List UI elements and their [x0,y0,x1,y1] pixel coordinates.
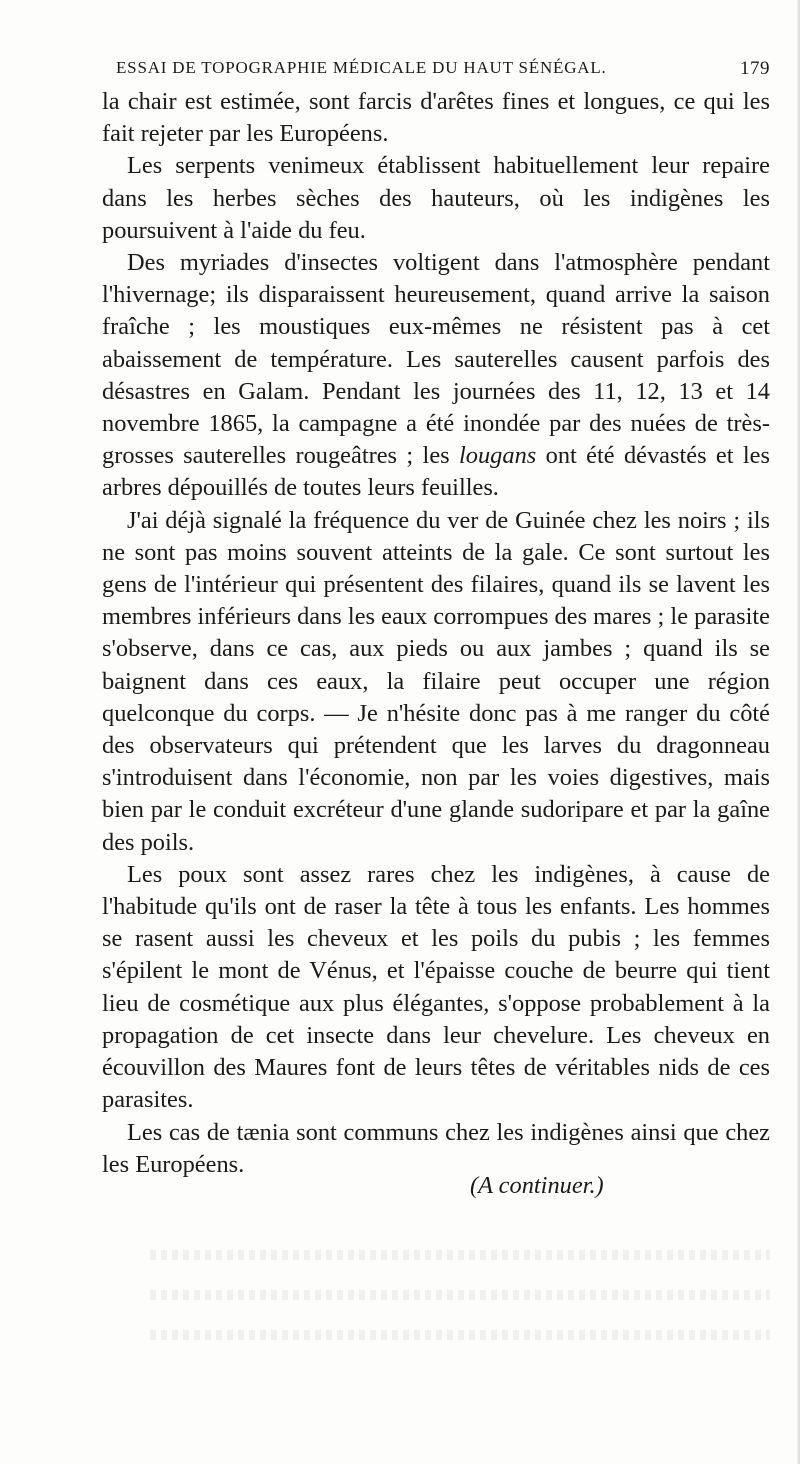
bleed-through-line [150,1290,770,1300]
insects-text-start: Des myriades d'insectes voltigent dans l'atmosphère pendant l'hivernage; ils disparaissent heureusement, quand arrive la saison fraîche ; les moustiques eux-mêmes ne résistent pas à cet abaissement de température. Les sauterelles causent parfois des désastres en Galam. Pendant les journées des 11, 12, 13 et 14 novembre 1865, la campagne a été inondée par des nuées de très-grosses sauterelles rougeâtres ; les [102,249,770,470]
running-header [102,58,770,86]
running-title: ESSAI DE TOPOGRAPHIE MÉDICALE DU HAUT SÉNÉGAL. [116,58,607,77]
bleed-through-line [150,1330,770,1340]
paragraph-serpents: Les serpents venimeux établissent habituellement leur repaire dans les herbes sèches des hauteurs, où les indigènes les poursuivent à l'aide du feu. [102,152,770,244]
paragraph-lice: Les poux sont assez rares chez les indigènes, à cause de l'habitude qu'ils ont de raser la tête à tous les enfants. Les hommes se rasent aussi les cheveux et les poils du pubis ; les femmes s'épilent le mont de Vénus, et l'épaisse couche de beurre qui tient lieu de cosmétique aux plus élégantes, s'oppose probablement à la propagation de cet insecte dans leur chevelure. Les cheveux en écouvillon des Maures font de leurs têtes de véritables nids de ces parasites. [102,860,770,1114]
insects-text-end: ont été dévastés et les arbres dépouillés de toutes leurs feuilles. [102,442,770,502]
main-text [102,86,770,1181]
page-number: 179 [740,58,770,79]
lougans-term: lougans [459,442,537,470]
paragraph-fish: la chair est estimée, sont farcis d'arêtes fines et longues, ce qui les fait rejeter par les Européens. [102,88,770,148]
bleed-through-line [150,1250,770,1260]
to-be-continued: (A continuer.) [470,1172,604,1199]
paragraph-insects [102,247,770,505]
paragraph-taenia: Les cas de tænia sont communs chez les indigènes ainsi que chez les Européens. [102,1118,770,1178]
paragraph-guinea-worm: J'ai déjà signalé la fréquence du ver de Guinée chez les noirs ; ils ne sont pas moins souvent atteints de la gale. Ce sont surtout les gens de l'intérieur qui présentent des filaires, quand ils se lavent les membres inférieurs dans les eaux corrompues des mares ; le parasite s'observe, dans ce cas, aux pieds ou aux jambes ; quand ils se baignent dans ces eaux, la filaire peut occuper une région quelconque du corps. — Je n'hésite donc pas à me ranger du côté des observateurs qui prétendent que les larves du dragonneau s'introduisent dans l'économie, non par les voies digestives, mais bien par le conduit excréteur d'une glande sudoripare et par la gaîne des poils. [102,506,770,856]
